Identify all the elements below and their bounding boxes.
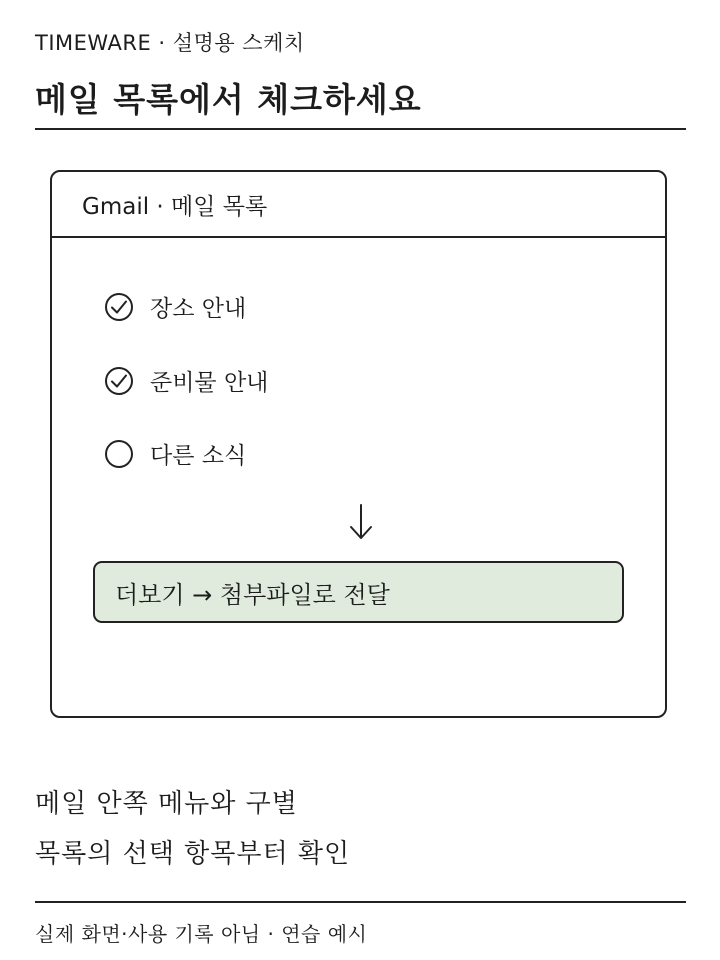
panel-header (52, 172, 665, 238)
action-label: 더보기 → 첨부파일로 전달 (115, 580, 390, 609)
list-item-supplies[interactable] (104, 364, 268, 397)
note-line-2: 목록의 선택 항목부터 확인 (35, 839, 351, 869)
footer-disclaimer: 실제 화면·사용 기록 아님 · 연습 예시 (35, 922, 368, 946)
down-arrow-icon (346, 502, 376, 542)
top-divider (35, 128, 686, 130)
checked-circle-icon[interactable] (104, 292, 134, 322)
list-item-location[interactable] (104, 290, 246, 323)
note-line-1: 메일 안쪽 메뉴와 구별 (35, 789, 298, 819)
list-item-label: 다른 소식 (150, 443, 247, 469)
more-forward-attachment-button[interactable] (93, 561, 624, 623)
list-item-label: 준비물 안내 (150, 370, 269, 396)
bottom-divider (35, 901, 686, 903)
list-item-label: 장소 안내 (150, 296, 247, 322)
unchecked-circle-icon[interactable] (104, 439, 134, 469)
mail-list-panel (50, 170, 667, 718)
list-item-other-news[interactable] (104, 437, 246, 470)
checked-circle-icon[interactable] (104, 366, 134, 396)
panel-title: Gmail · 메일 목록 (82, 193, 268, 220)
page-title: 메일 목록에서 체크하세요 (35, 80, 422, 119)
sketch-eyebrow: TIMEWARE · 설명용 스케치 (35, 31, 305, 55)
